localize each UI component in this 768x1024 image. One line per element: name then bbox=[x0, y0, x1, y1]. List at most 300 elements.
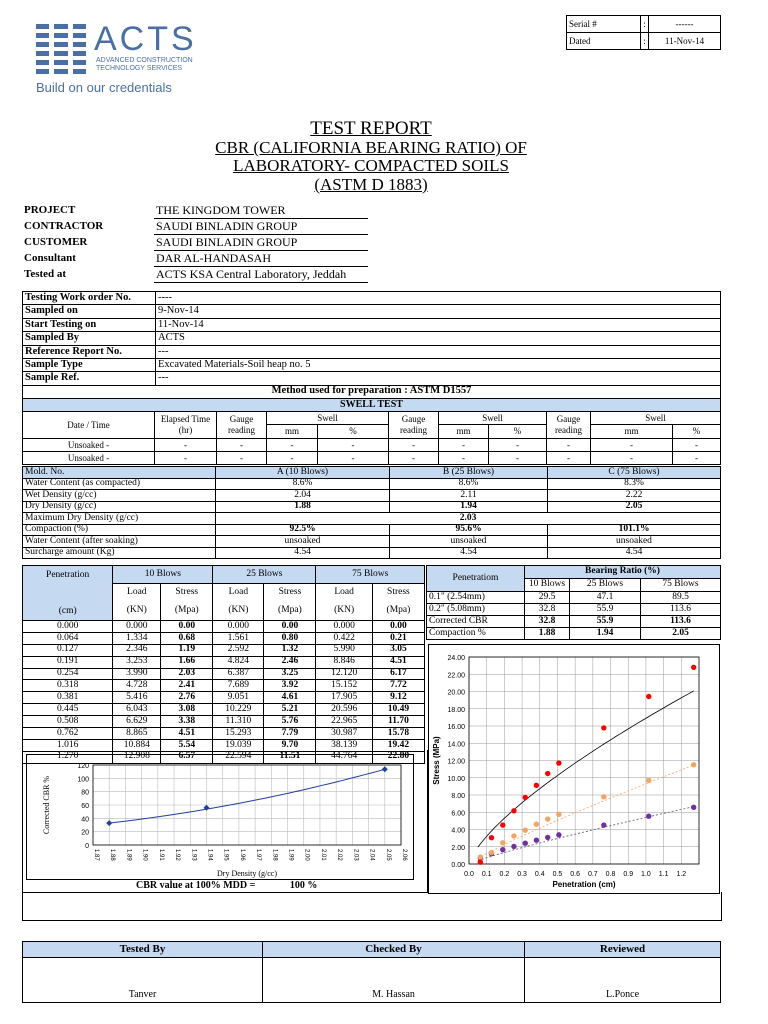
cbr-x-tick-label: 1.93 bbox=[190, 849, 197, 861]
penetration-cell: 11.51 bbox=[264, 751, 316, 763]
swell-h-pct: % bbox=[673, 425, 721, 439]
stress-point bbox=[489, 835, 494, 840]
brand-line2: TECHNOLOGY SERVICES bbox=[96, 65, 183, 72]
mold-label: Compaction (%) bbox=[23, 524, 216, 536]
swell-cell: - bbox=[389, 452, 439, 465]
pen-h-mpa: (Mpa) bbox=[264, 602, 316, 620]
stress-point bbox=[523, 841, 528, 846]
swell-cell: - bbox=[217, 452, 267, 465]
sig-tested-name: Tanver bbox=[23, 958, 263, 1003]
stress-y-tick-label: 2.00 bbox=[451, 844, 465, 852]
mold-value: 2.11 bbox=[390, 490, 548, 502]
mold-row bbox=[23, 490, 721, 502]
mold-label: Dry Density (g/cc) bbox=[23, 501, 216, 513]
sample-label: Sampled on bbox=[23, 305, 156, 318]
br-value: 55.9 bbox=[570, 616, 641, 628]
project-row bbox=[22, 202, 368, 218]
penetration-cell: 44.764 bbox=[316, 751, 372, 763]
pen-h-load: Load bbox=[316, 584, 372, 602]
penetration-cell: 3.253 bbox=[113, 656, 161, 668]
mold-value: 4.54 bbox=[390, 547, 548, 559]
title-line4: (ASTM D 1883) bbox=[314, 175, 428, 194]
br-h-title: Bearing Ratio (%) bbox=[525, 566, 721, 579]
stress-point bbox=[489, 850, 494, 855]
br-value: 1.94 bbox=[570, 628, 641, 640]
penetration-cell: 3.990 bbox=[113, 668, 161, 680]
stress-point bbox=[500, 840, 505, 845]
penetration-cell: 0.21 bbox=[372, 632, 424, 644]
penetration-cell: 9.70 bbox=[264, 739, 316, 751]
swell-h-gauge-b: Gauge reading bbox=[389, 412, 439, 439]
stress-point bbox=[646, 778, 651, 783]
swell-cell: Unsoaked - bbox=[23, 439, 155, 452]
penetration-cell: 0.00 bbox=[264, 621, 316, 633]
mold-value: A (10 Blows) bbox=[216, 467, 390, 479]
penetration-cell: 1.32 bbox=[264, 644, 316, 656]
swell-cell: - bbox=[673, 452, 721, 465]
penetration-cell: 0.127 bbox=[23, 644, 113, 656]
mold-row bbox=[23, 524, 721, 536]
stress-y-tick-label: 18.00 bbox=[447, 706, 465, 714]
penetration-cell: 38.139 bbox=[316, 739, 372, 751]
penetration-cell: 8.865 bbox=[113, 728, 161, 740]
swell-cell: - bbox=[267, 439, 318, 452]
mold-label: Water Content (after soaking) bbox=[23, 536, 216, 548]
stress-y-tick-label: 10.00 bbox=[447, 775, 465, 783]
stress-y-tick-label: 12.00 bbox=[447, 758, 465, 766]
cbr-note-value: 100 % bbox=[289, 880, 318, 891]
stress-point bbox=[511, 808, 516, 813]
penetration-cell: 0.00 bbox=[372, 621, 424, 633]
bearing-ratio-table bbox=[426, 565, 721, 640]
cbr-x-tick-label: 1.89 bbox=[125, 849, 132, 861]
cbr-x-axis-label: Dry Density (g/cc) bbox=[217, 869, 277, 878]
mold-row bbox=[23, 536, 721, 548]
penetration-cell: 3.92 bbox=[264, 680, 316, 692]
cbr-x-tick-label: 1.88 bbox=[109, 849, 116, 861]
swell-h-swell-c: Swell bbox=[591, 412, 721, 425]
penetration-cell: 6.629 bbox=[113, 716, 161, 728]
penetration-cell: 10.884 bbox=[113, 739, 161, 751]
mold-row bbox=[23, 478, 721, 490]
mold-value: unsoaked bbox=[216, 536, 390, 548]
swell-cell: - bbox=[591, 452, 673, 465]
penetration-cell: 0.318 bbox=[23, 680, 113, 692]
stress-point bbox=[534, 783, 539, 788]
stress-point bbox=[556, 812, 561, 817]
report-title bbox=[150, 118, 592, 195]
br-value: 29.5 bbox=[525, 592, 570, 604]
penetration-cell: 15.152 bbox=[316, 680, 372, 692]
stress-y-tick-label: 16.00 bbox=[447, 724, 465, 731]
penetration-cell: 10.229 bbox=[213, 704, 264, 716]
bearing-ratio-row bbox=[427, 592, 721, 604]
penetration-cell: 10.49 bbox=[372, 704, 424, 716]
swell-cell: - bbox=[439, 439, 489, 452]
swell-h-date: Date / Time bbox=[23, 412, 155, 439]
stress-y-tick-label: 6.00 bbox=[451, 810, 465, 818]
stress-x-tick-label: 0.7 bbox=[587, 871, 598, 878]
mold-label: Water Content (as compacted) bbox=[23, 478, 216, 490]
penetration-cell: 15.78 bbox=[372, 728, 424, 740]
cbr-y-tick-label: 100 bbox=[77, 776, 89, 784]
penetration-cell: 2.03 bbox=[161, 668, 213, 680]
title-line3: LABORATORY- COMPACTED SOILS bbox=[233, 156, 509, 175]
penetration-cell: 1.016 bbox=[23, 739, 113, 751]
stress-x-tick-label: 0.1 bbox=[481, 871, 492, 878]
mdd-label: Maximum Dry Density (g/cc) bbox=[23, 513, 216, 525]
stress-point bbox=[601, 822, 606, 827]
cbr-x-tick-label: 1.94 bbox=[206, 849, 213, 861]
project-label: CONTRACTOR bbox=[24, 219, 104, 232]
stress-y-tick-label: 20.00 bbox=[447, 689, 465, 697]
br-value: 113.6 bbox=[641, 616, 721, 628]
sample-value: --- bbox=[156, 372, 721, 385]
penetration-cell: 0.445 bbox=[23, 704, 113, 716]
penetration-cell: 17.905 bbox=[316, 692, 372, 704]
swell-cell: - bbox=[489, 439, 547, 452]
penetration-row bbox=[23, 692, 425, 704]
penetration-row bbox=[23, 632, 425, 644]
mold-label: Wet Density (g/cc) bbox=[23, 490, 216, 502]
dated-label: Dated bbox=[567, 33, 641, 50]
cbr-y-tick-label: 0 bbox=[85, 843, 89, 850]
stress-point bbox=[691, 805, 696, 810]
brand-tagline: Build on our credentials bbox=[36, 80, 172, 95]
penetration-cell: 22.80 bbox=[372, 751, 424, 763]
stress-x-tick-label: 0.8 bbox=[605, 871, 616, 878]
cbr-x-tick-label: 1.87 bbox=[93, 849, 99, 861]
br-value: 2.05 bbox=[641, 628, 721, 640]
penetration-cell: 1.561 bbox=[213, 632, 264, 644]
mold-table bbox=[22, 466, 721, 559]
br-value: 1.88 bbox=[525, 628, 570, 640]
swell-cell: - bbox=[318, 452, 389, 465]
penetration-cell: 3.25 bbox=[264, 668, 316, 680]
cbr-x-tick-label: 1.92 bbox=[174, 849, 181, 861]
mold-value: 8.3% bbox=[548, 478, 721, 490]
penetration-cell: 7.689 bbox=[213, 680, 264, 692]
penetration-cell: 4.51 bbox=[372, 656, 424, 668]
stress-point bbox=[500, 847, 505, 852]
sample-label: Sampled By bbox=[23, 332, 156, 345]
penetration-cell: 11.70 bbox=[372, 716, 424, 728]
br-value: 32.8 bbox=[525, 616, 570, 628]
stress-vs-penetration-chart bbox=[429, 645, 719, 893]
penetration-cell: 6.17 bbox=[372, 668, 424, 680]
penetration-cell: 3.05 bbox=[372, 644, 424, 656]
project-label: PROJECT bbox=[24, 203, 76, 216]
br-h-75: 75 Blows bbox=[641, 579, 721, 592]
mold-value: 2.04 bbox=[216, 490, 390, 502]
stress-x-tick-label: 0.2 bbox=[499, 871, 510, 878]
cbr-x-tick-label: 2.05 bbox=[384, 849, 391, 861]
left-chart-frame bbox=[22, 750, 428, 893]
sample-value: --- bbox=[156, 345, 721, 358]
mold-value: 8.6% bbox=[390, 478, 548, 490]
swell-h-pct: % bbox=[318, 425, 389, 439]
pen-h-mpa: (Mpa) bbox=[161, 602, 213, 620]
sample-value: ---- bbox=[156, 292, 721, 305]
swell-cell: - bbox=[547, 439, 591, 452]
penetration-cell: 5.76 bbox=[264, 716, 316, 728]
penetration-cell: 7.72 bbox=[372, 680, 424, 692]
mold-value: 1.88 bbox=[216, 501, 390, 513]
penetration-cell: 5.54 bbox=[161, 739, 213, 751]
mold-value: C (75 Blows) bbox=[548, 467, 721, 479]
swell-cell: - bbox=[591, 439, 673, 452]
penetration-cell: 11.310 bbox=[213, 716, 264, 728]
cbr-x-tick-label: 2.06 bbox=[401, 849, 407, 861]
title-line2: CBR (CALIFORNIA BEARING RATIO) OF bbox=[215, 138, 527, 157]
bearing-ratio-row bbox=[427, 616, 721, 628]
mold-value: 4.54 bbox=[216, 547, 390, 559]
swell-h-elapsed: Elapsed Time (hr) bbox=[155, 412, 217, 439]
cbr-x-tick-label: 1.98 bbox=[271, 849, 278, 861]
penetration-cell: 30.987 bbox=[316, 728, 372, 740]
penetration-row bbox=[23, 668, 425, 680]
swell-cell: - bbox=[318, 439, 389, 452]
cbr-y-axis-label: Corrected CBR % bbox=[42, 775, 51, 835]
project-label: CUSTOMER bbox=[24, 235, 88, 248]
stress-trend-line bbox=[478, 765, 694, 858]
cbr-x-tick-label: 1.95 bbox=[222, 849, 229, 861]
stress-y-axis-label: Stress (MPa) bbox=[432, 736, 441, 785]
penetration-cell: 4.824 bbox=[213, 656, 264, 668]
bearing-ratio-row bbox=[427, 628, 721, 640]
sig-h-tested: Tested By bbox=[23, 942, 263, 958]
stress-point bbox=[545, 816, 550, 821]
swell-cell: - bbox=[389, 439, 439, 452]
pen-h-mpa: (Mpa) bbox=[372, 602, 424, 620]
penetration-row bbox=[23, 716, 425, 728]
penetration-cell: 0.381 bbox=[23, 692, 113, 704]
acts-logo bbox=[36, 22, 226, 100]
br-value: 32.8 bbox=[525, 604, 570, 616]
penetration-cell: 0.00 bbox=[161, 621, 213, 633]
logo-stripes-icon bbox=[36, 22, 88, 80]
sample-value: Excavated Materials-Soil heap no. 5 bbox=[156, 358, 721, 371]
serial-table bbox=[566, 15, 721, 50]
stress-x-tick-label: 0.4 bbox=[534, 871, 545, 878]
stress-point bbox=[646, 694, 651, 699]
stress-point bbox=[523, 795, 528, 800]
dated-value: 11-Nov-14 bbox=[649, 33, 721, 50]
swell-h-swell-b: Swell bbox=[439, 412, 547, 425]
penetration-cell: 0.000 bbox=[113, 621, 161, 633]
mold-row bbox=[23, 513, 721, 525]
stress-x-tick-label: 1.0 bbox=[641, 871, 651, 878]
br-h-10: 10 Blows bbox=[525, 579, 570, 592]
sample-row bbox=[23, 358, 721, 371]
mold-value: 95.6% bbox=[390, 524, 548, 536]
penetration-cell: 1.66 bbox=[161, 656, 213, 668]
mold-label: Surcharge amount (Kg) bbox=[23, 547, 216, 559]
sample-row bbox=[23, 305, 721, 318]
penetration-cell: 0.422 bbox=[316, 632, 372, 644]
swell-table bbox=[22, 411, 721, 465]
penetration-cell: 5.990 bbox=[316, 644, 372, 656]
stress-x-tick-label: 1.2 bbox=[676, 871, 687, 878]
penetration-cell: 0.191 bbox=[23, 656, 113, 668]
serial-colon: : bbox=[641, 16, 649, 33]
serial-label: Serial # bbox=[567, 16, 641, 33]
penetration-row bbox=[23, 621, 425, 633]
cbr-x-tick-label: 2.04 bbox=[368, 849, 375, 861]
swell-h-mm: mm bbox=[439, 425, 489, 439]
project-label: Consultant bbox=[24, 251, 76, 264]
sample-label: Sample Type bbox=[23, 358, 156, 371]
project-value: ACTS KSA Central Laboratory, Jeddah bbox=[154, 266, 368, 282]
stress-point bbox=[511, 844, 516, 849]
penetration-cell: 0.000 bbox=[213, 621, 264, 633]
stress-point bbox=[545, 835, 550, 840]
mold-value: 1.94 bbox=[390, 501, 548, 513]
mold-value: B (25 Blows) bbox=[390, 467, 548, 479]
penetration-cell: 3.38 bbox=[161, 716, 213, 728]
cbr-x-tick-label: 1.91 bbox=[157, 849, 164, 861]
stress-point bbox=[478, 859, 483, 864]
mold-value: 8.6% bbox=[216, 478, 390, 490]
penetration-cell: 22.965 bbox=[316, 716, 372, 728]
mold-label: Mold. No. bbox=[23, 467, 216, 479]
penetration-cell: 8.846 bbox=[316, 656, 372, 668]
pen-h-stress: Stress bbox=[161, 584, 213, 602]
penetration-cell: 1.19 bbox=[161, 644, 213, 656]
penetration-cell: 5.21 bbox=[264, 704, 316, 716]
cbr-y-tick-label: 20 bbox=[81, 829, 89, 837]
stress-point bbox=[534, 837, 539, 842]
br-label: 0.2" (5.08mm) bbox=[427, 604, 525, 616]
br-h-25: 25 Blows bbox=[570, 579, 641, 592]
stress-x-tick-label: 1.1 bbox=[658, 871, 669, 878]
penetration-cell: 0.762 bbox=[23, 728, 113, 740]
sample-row bbox=[23, 292, 721, 305]
pen-h-load: Load bbox=[213, 584, 264, 602]
mold-value: 2.05 bbox=[548, 501, 721, 513]
bearing-ratio-row bbox=[427, 604, 721, 616]
mold-value: unsoaked bbox=[390, 536, 548, 548]
stress-x-tick-label: 0.5 bbox=[552, 871, 563, 878]
brand-name: ACTS bbox=[94, 20, 197, 58]
penetration-cell: 6.57 bbox=[161, 751, 213, 763]
brand-line1: ADVANCED CONSTRUCTION bbox=[96, 57, 193, 64]
stress-trend-line bbox=[478, 807, 694, 861]
br-value: 89.5 bbox=[641, 592, 721, 604]
swell-cell: - bbox=[547, 452, 591, 465]
project-value: DAR AL-HANDASAH bbox=[154, 250, 368, 266]
swell-h-mm: mm bbox=[267, 425, 318, 439]
stress-y-tick-label: 8.00 bbox=[451, 793, 465, 800]
pen-h-stress: Stress bbox=[264, 584, 316, 602]
cbr-x-tick-label: 1.99 bbox=[287, 849, 294, 861]
mold-value: 4.54 bbox=[548, 547, 721, 559]
stress-y-tick-label: 4.00 bbox=[451, 827, 465, 835]
penetration-cell: 1.334 bbox=[113, 632, 161, 644]
penetration-table bbox=[22, 565, 425, 764]
swell-h-gauge-c: Gauge reading bbox=[547, 412, 591, 439]
swell-cell: - bbox=[267, 452, 318, 465]
stress-point bbox=[601, 725, 606, 730]
stress-point bbox=[511, 833, 516, 838]
penetration-row bbox=[23, 704, 425, 716]
penetration-cell: 0.254 bbox=[23, 668, 113, 680]
penetration-cell: 20.596 bbox=[316, 704, 372, 716]
sample-label: Sample Ref. bbox=[23, 372, 156, 385]
sample-value: 9-Nov-14 bbox=[156, 305, 721, 318]
serial-value: ------ bbox=[649, 16, 721, 33]
stress-point bbox=[500, 822, 505, 827]
sample-value: ACTS bbox=[156, 332, 721, 345]
swell-h-mm: mm bbox=[591, 425, 673, 439]
stress-x-tick-label: 0.6 bbox=[570, 871, 581, 878]
penetration-row bbox=[23, 644, 425, 656]
penetration-cell: 2.592 bbox=[213, 644, 264, 656]
stress-point bbox=[545, 771, 550, 776]
stress-point bbox=[523, 827, 528, 832]
penetration-cell: 15.293 bbox=[213, 728, 264, 740]
cbr-x-tick-label: 2.03 bbox=[352, 849, 359, 861]
sample-value: 11-Nov-14 bbox=[156, 318, 721, 331]
stress-x-axis-label: Penetration (cm) bbox=[552, 880, 616, 889]
penetration-row bbox=[23, 680, 425, 692]
project-label: Tested at bbox=[24, 267, 67, 280]
mold-row bbox=[23, 467, 721, 479]
mdd-value: 2.03 bbox=[216, 513, 721, 525]
stress-y-tick-label: 14.00 bbox=[447, 741, 465, 749]
penetration-cell: 2.41 bbox=[161, 680, 213, 692]
stress-point bbox=[534, 822, 539, 827]
br-h-pen: Penetratiom bbox=[427, 566, 525, 592]
cbr-x-tick-label: 1.97 bbox=[255, 849, 262, 861]
penetration-cell: 4.61 bbox=[264, 692, 316, 704]
swell-cell: Unsoaked - bbox=[23, 452, 155, 465]
swell-cell: - bbox=[673, 439, 721, 452]
project-info bbox=[22, 202, 368, 283]
sample-label: Reference Report No. bbox=[23, 345, 156, 358]
sample-info bbox=[22, 291, 721, 412]
penetration-cell: 1.270 bbox=[23, 751, 113, 763]
penetration-cell: 0.68 bbox=[161, 632, 213, 644]
project-row bbox=[22, 218, 368, 234]
signature-table bbox=[22, 941, 721, 1003]
cbr-x-tick-label: 2.02 bbox=[336, 849, 343, 861]
penetration-cell: 0.80 bbox=[264, 632, 316, 644]
mold-value: 101.1% bbox=[548, 524, 721, 536]
swell-h-gauge-a: Gauge reading bbox=[217, 412, 267, 439]
stress-point bbox=[601, 794, 606, 799]
stress-y-tick-label: 0.00 bbox=[451, 862, 465, 869]
stress-point bbox=[646, 814, 651, 819]
swell-cell: - bbox=[155, 439, 217, 452]
pen-h-75: 75 Blows bbox=[316, 566, 425, 584]
cbr-x-tick-label: 2.01 bbox=[319, 849, 326, 861]
penetration-cell: 4.728 bbox=[113, 680, 161, 692]
penetration-cell: 9.051 bbox=[213, 692, 264, 704]
sample-row bbox=[23, 345, 721, 358]
stress-chart-panel bbox=[428, 644, 720, 894]
penetration-row bbox=[23, 728, 425, 740]
penetration-cell: 4.51 bbox=[161, 728, 213, 740]
stress-point bbox=[478, 854, 483, 859]
cbr-x-tick-label: 2.00 bbox=[303, 849, 310, 861]
penetration-cell: 19.42 bbox=[372, 739, 424, 751]
penetration-cell: 3.08 bbox=[161, 704, 213, 716]
stress-y-tick-label: 22.00 bbox=[447, 672, 465, 680]
br-label: 0.1" (2.54mm) bbox=[427, 592, 525, 604]
sig-reviewed-name: L.Ponce bbox=[525, 958, 721, 1003]
penetration-cell: 0.000 bbox=[316, 621, 372, 633]
